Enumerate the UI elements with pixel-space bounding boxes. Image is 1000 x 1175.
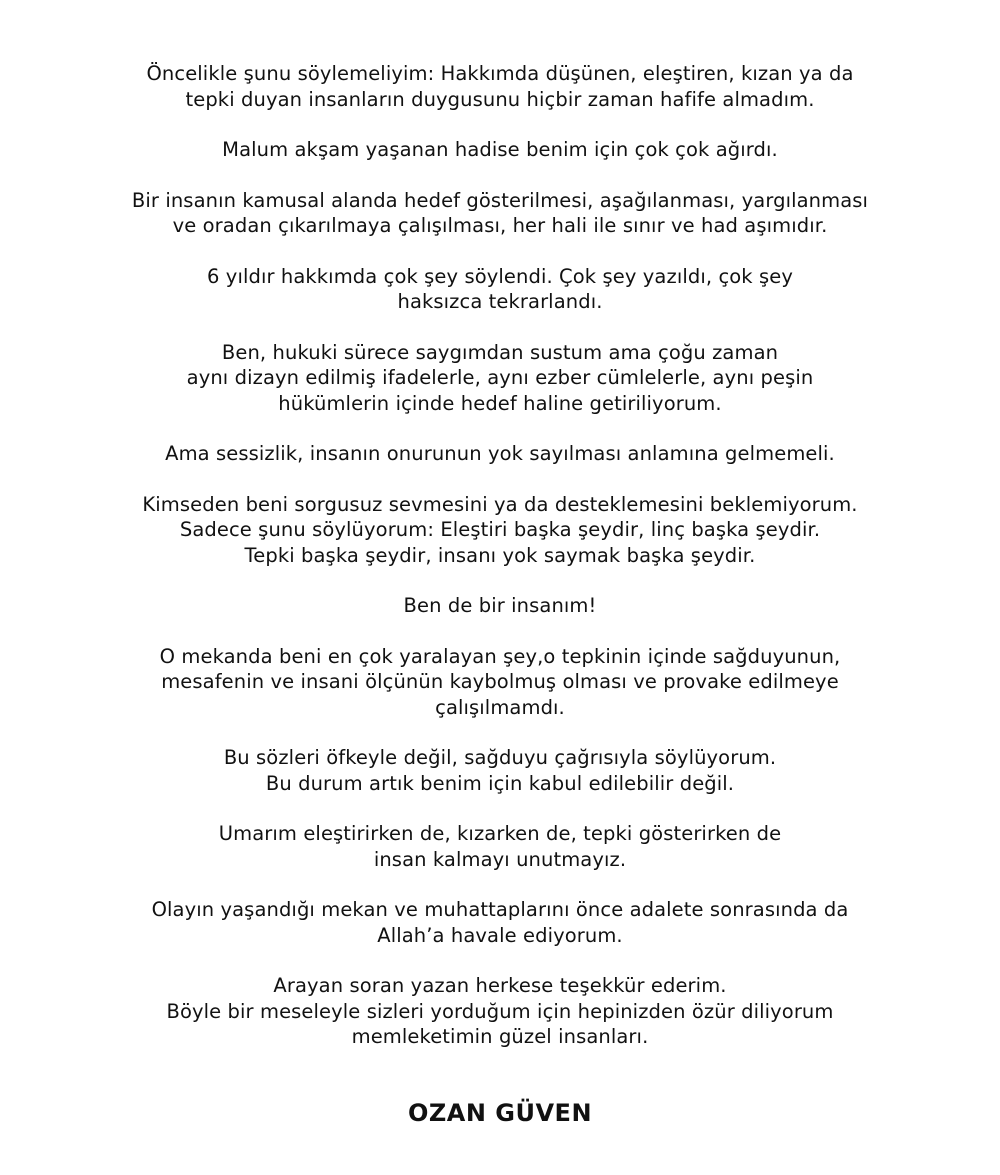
text-line: insan kalmayı unutmayız.	[373, 847, 627, 871]
paragraph	[0, 492, 1000, 569]
text-line: O mekanda beni en çok yaralayan şey,o tepkinin içinde sağduyunun,	[159, 644, 841, 668]
signature: OZAN GÜVEN	[407, 1098, 593, 1127]
text-line: Böyle bir meseleyle sizleri yorduğum için hepinizden özür diliyorum	[166, 999, 834, 1023]
text-line: hükümlerin içinde hedef haline getiriliyorum.	[278, 391, 722, 415]
text-line: Allah’a havale ediyorum.	[377, 923, 623, 947]
paragraph	[0, 745, 1000, 796]
paragraph	[0, 973, 1000, 1050]
text-line: haksızca tekrarlandı.	[397, 290, 603, 313]
text-line: Bir insanın kamusal alanda hedef gösterilmesi, aşağılanması, yargılanması	[131, 188, 869, 212]
paragraph	[0, 264, 1000, 315]
text-line: çalışılmamdı.	[435, 695, 565, 719]
text-line: tepki duyan insanların duygusunu hiçbir zaman hafife almadım.	[185, 87, 815, 111]
text-line: Ama sessizlik, insanın onurunun yok sayılması anlamına gelmemeli.	[165, 442, 835, 465]
paragraph	[0, 188, 1000, 239]
paragraph	[0, 340, 1000, 417]
paragraph	[0, 441, 1000, 467]
text-line: Kimseden beni sorgusuz sevmesini ya da desteklemesini beklemiyorum.	[142, 492, 858, 516]
paragraph	[0, 61, 1000, 112]
text-line: Bu durum artık benim için kabul edilebilir değil.	[265, 771, 735, 795]
text-line: Bu sözleri öfkeyle değil, sağduyu çağrısıyla söylüyorum.	[223, 746, 777, 769]
text-line: mesafenin ve insani ölçünün kaybolmuş olması ve provake edilmeye	[161, 670, 839, 693]
statement-body	[0, 61, 1000, 1050]
text-line: ve oradan çıkarılmaya çalışılması, her hali ile sınır ve had aşımıdır.	[172, 214, 828, 237]
text-line: Ben, hukuki sürece saygımdan sustum ama çoğu zaman	[221, 340, 779, 364]
text-line: memleketimin güzel insanları.	[351, 1025, 649, 1048]
text-line: 6 yıldır hakkımda çok şey söylendi. Çok şey yazıldı, çok şey	[207, 264, 793, 288]
paragraph	[0, 897, 1000, 948]
text-line: Tepki başka şeydir, insanı yok saymak başka şeydir.	[244, 543, 756, 567]
text-line: Öncelikle şunu söylemeliyim: Hakkımda düşünen, eleştiren, kızan ya da	[146, 62, 854, 85]
text-line: Sadece şunu söylüyorum: Eleştiri başka şeydir, linç başka şeydir.	[179, 518, 821, 541]
paragraph	[0, 821, 1000, 872]
paragraph	[0, 137, 1000, 163]
text-line: Ben de bir insanım!	[403, 594, 597, 617]
text-line: Arayan soran yazan herkese teşekkür ederim.	[273, 974, 727, 997]
text-line: Malum akşam yaşanan hadise benim için çok çok ağırdı.	[222, 138, 778, 161]
text-line: Umarım eleştirirken de, kızarken de, tepki gösterirken de	[218, 822, 782, 845]
text-line: aynı dizayn edilmiş ifadelerle, aynı ezber cümlelerle, aynı peşin	[186, 366, 814, 389]
text-line: Olayın yaşandığı mekan ve muhattaplarını önce adalete sonrasında da	[151, 898, 849, 921]
paragraph	[0, 644, 1000, 721]
paragraph	[0, 593, 1000, 619]
